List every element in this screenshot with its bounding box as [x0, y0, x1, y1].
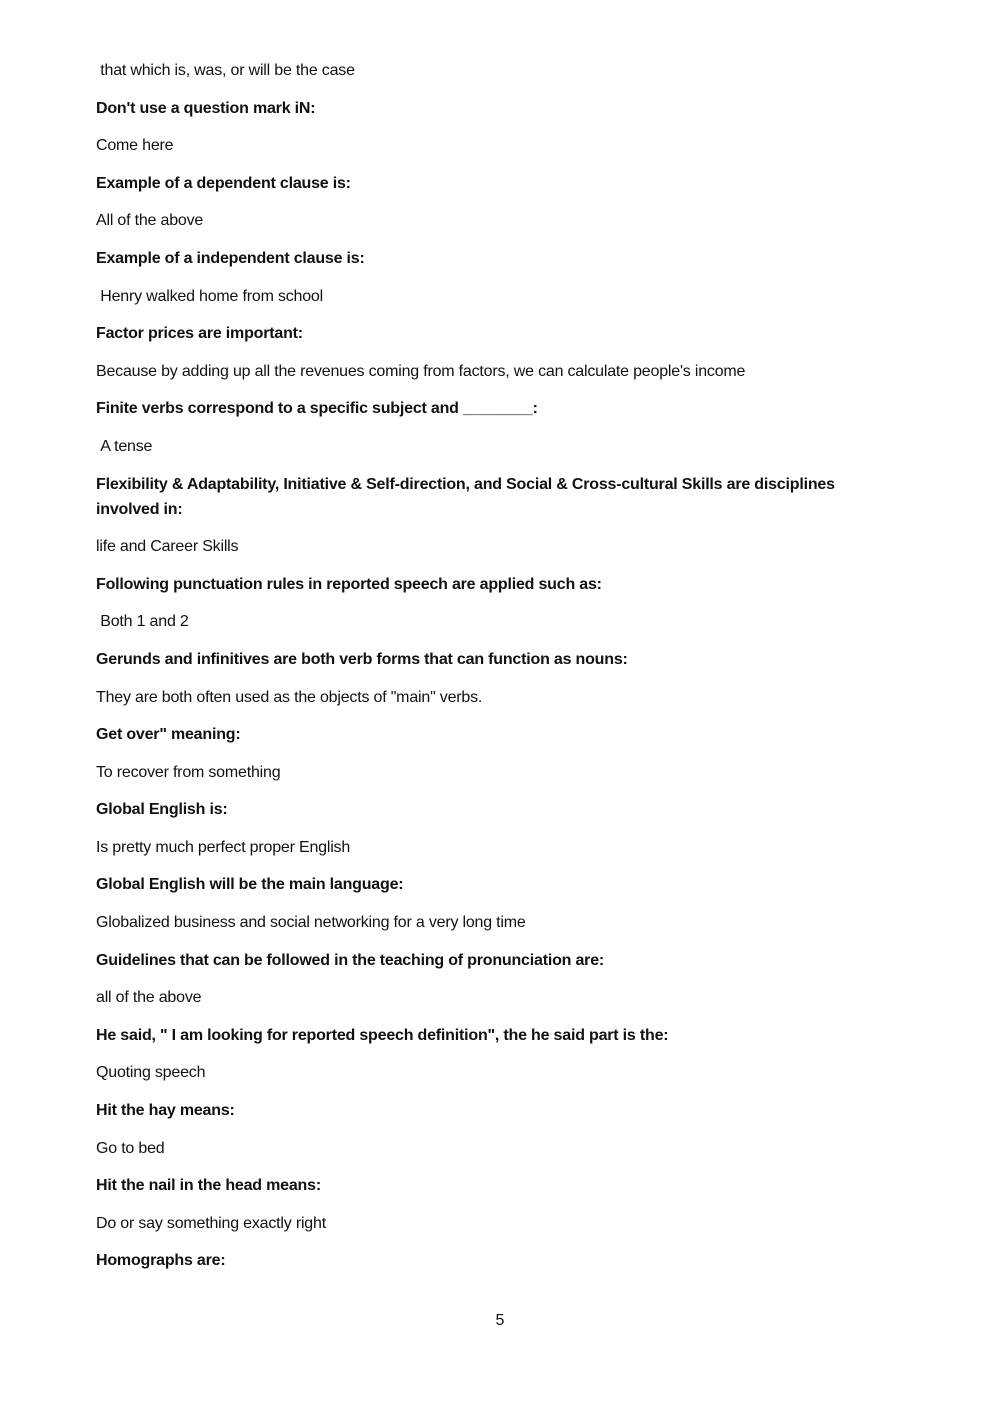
- question-text: Global English will be the main language:: [96, 876, 404, 894]
- question-text: Gerunds and infinitives are both verb forms that can function as nouns:: [96, 650, 628, 668]
- question-text: Example of a dependent clause is:: [96, 174, 351, 192]
- question-text: Homographs are:: [96, 1252, 226, 1270]
- answer-text: Globalized business and social networking for a very long time: [96, 914, 526, 932]
- answer-text: All of the above: [96, 212, 204, 230]
- answer-text: life and Career Skills: [96, 538, 239, 556]
- answer-text: Come here: [96, 137, 174, 155]
- question-text: Hit the hay means:: [96, 1102, 235, 1120]
- answer-text: Quoting speech: [96, 1064, 206, 1082]
- answer-text: Is pretty much perfect proper English: [96, 838, 351, 856]
- question-text: Factor prices are important:: [96, 325, 303, 343]
- page-number: 5: [495, 1312, 505, 1329]
- question-text: Flexibility & Adaptability, Initiative & Self-direction, and Social & Cross-cultural Skills are disciplines involved in:: [96, 475, 840, 518]
- question-text: Example of a independent clause is:: [96, 249, 365, 267]
- answer-text: Both 1 and 2: [96, 613, 189, 631]
- answer-text: all of the above: [96, 989, 202, 1007]
- question-text: Hit the nail in the head means:: [96, 1177, 321, 1195]
- answer-text: They are both often used as the objects of "main" verbs.: [96, 688, 483, 706]
- qa-content: [96, 58, 876, 1286]
- answer-text: Because by adding up all the revenues coming from factors, we can calculate people's income: [96, 362, 746, 380]
- answer-text: that which is, was, or will be the case: [96, 62, 355, 79]
- answer-text: Go to bed: [96, 1139, 165, 1157]
- question-text: Finite verbs correspond to a specific subject and ________:: [96, 400, 538, 418]
- answer-text: Do or say something exactly right: [96, 1214, 326, 1232]
- question-text: Guidelines that can be followed in the teaching of pronunciation are:: [96, 951, 605, 969]
- question-text: Global English is:: [96, 801, 228, 819]
- question-text: Get over" meaning:: [96, 726, 241, 744]
- answer-text: Henry walked home from school: [96, 287, 323, 305]
- answer-text: A tense: [96, 437, 153, 455]
- question-text: Following punctuation rules in reported speech are applied such as:: [96, 575, 602, 593]
- question-text: Don't use a question mark iN:: [96, 99, 316, 117]
- answer-text: To recover from something: [96, 763, 281, 781]
- question-text: He said, " I am looking for reported speech definition", the he said part is the:: [96, 1026, 669, 1044]
